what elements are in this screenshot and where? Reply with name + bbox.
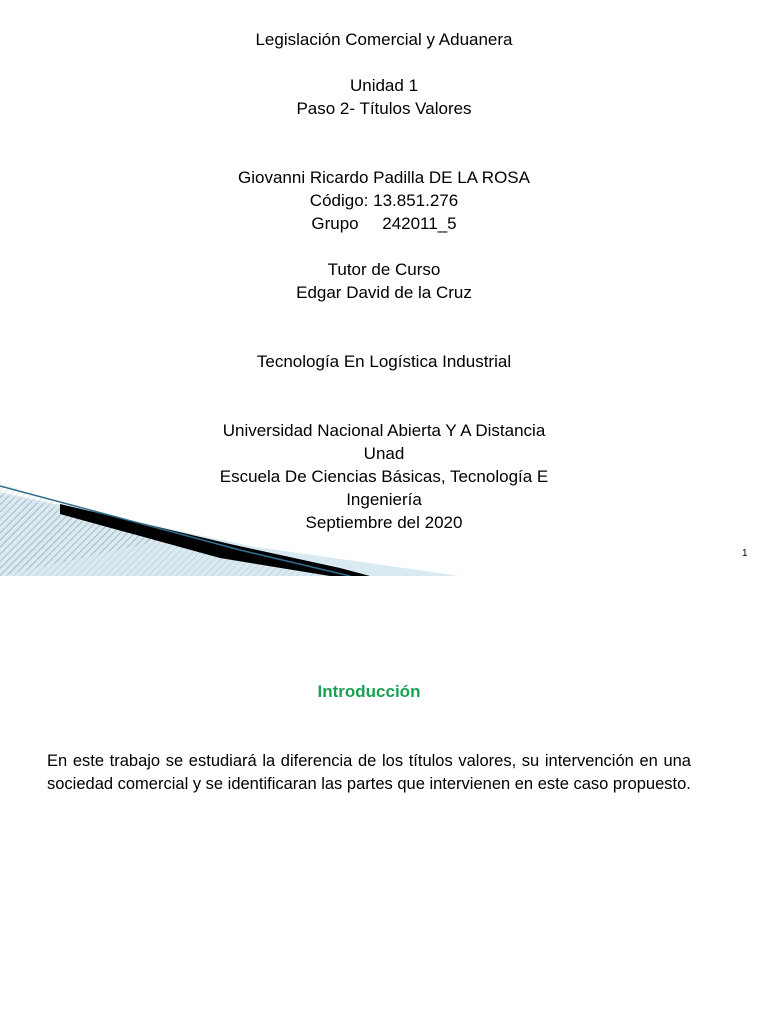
step-title: Paso 2- Títulos Valores [296, 99, 472, 118]
page-number: 1 [742, 548, 748, 559]
course-title: Legislación Comercial y Aduanera [255, 30, 513, 49]
date-label: Septiembre del 2020 [305, 513, 463, 532]
tutor-name: Edgar David de la Cruz [296, 283, 472, 302]
unit-label: Unidad 1 [349, 76, 419, 95]
school-name-line2: Ingeniería [346, 490, 422, 509]
group-number: Grupo 242011_5 [311, 214, 457, 233]
introduction-heading: Introducción [317, 682, 421, 701]
student-name: Giovanni Ricardo Padilla DE LA ROSA [238, 168, 530, 187]
introduction-slide [0, 576, 768, 1024]
university-short-name: Unad [363, 444, 405, 463]
introduction-paragraph: En este trabajo se estudiará la diferencia de los títulos valores, su intervención en una sociedad comercial y se identificaran las partes que intervienen en este caso propuesto. [47, 752, 691, 793]
student-code: Código: 13.851.276 [309, 191, 459, 210]
school-name-line1: Escuela De Ciencias Básicas, Tecnología E [219, 467, 549, 486]
decorative-swoosh-graphic [0, 476, 460, 576]
university-name: Universidad Nacional Abierta Y A Distancia [222, 421, 546, 440]
program-name: Tecnología En Logística Industrial [256, 352, 512, 371]
tutor-label: Tutor de Curso [327, 260, 441, 279]
